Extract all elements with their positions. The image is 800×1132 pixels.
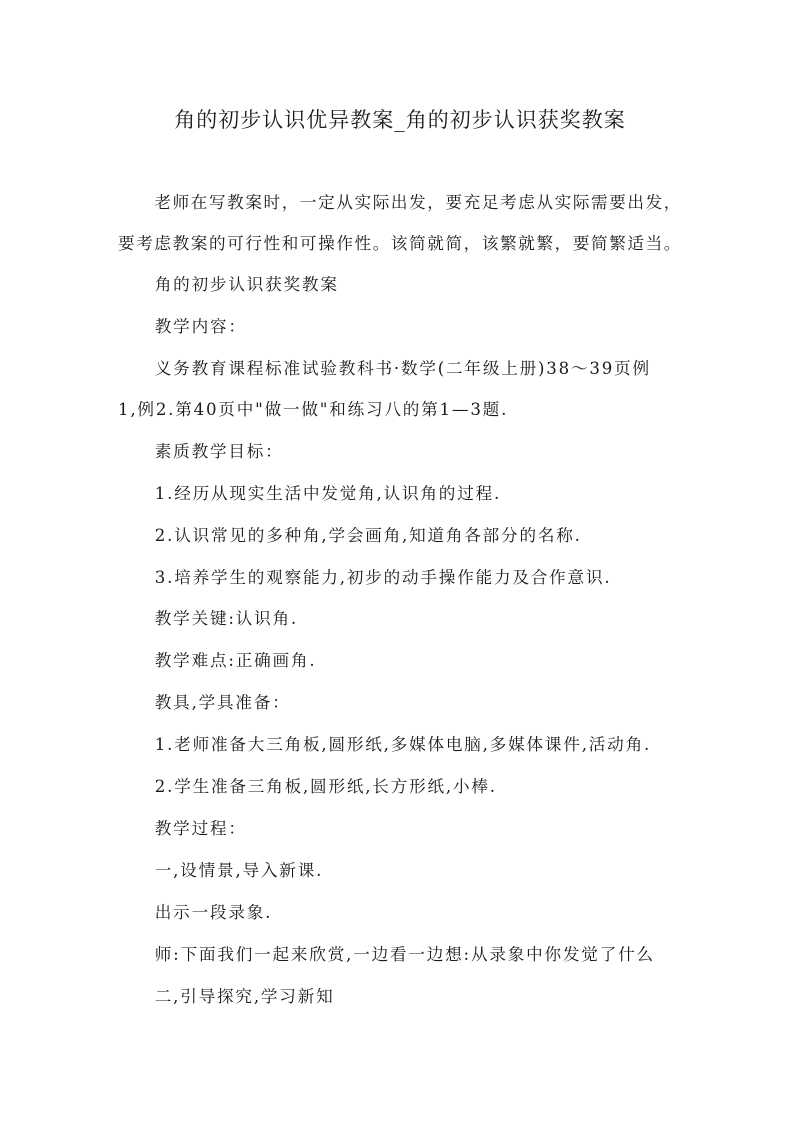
- paragraph-line: 2.认识常见的多种角,学会画角,知道角各部分的名称.: [118, 526, 582, 545]
- paragraph-line: 要考虑教案的可行性和可操作性。该简就简，该繁就繁，要简繁适当。: [118, 234, 683, 253]
- paragraph-line: 教学内容：: [118, 317, 247, 336]
- paragraph-line: 老师在写教案时，一定从实际出发，要充足考虑从实际需要出发，: [118, 193, 683, 212]
- paragraph-line: 2.学生准备三角板,圆形纸,长方形纸,小棒.: [118, 777, 497, 796]
- paragraph-line: 义务教育课程标准试验教科书·数学(二年级上册)38～39页例: [118, 359, 651, 378]
- paragraph-line: 角的初步认识获奖教案: [118, 275, 339, 294]
- paragraph-line: 素质教学目标：: [118, 442, 284, 461]
- paragraph-line: 3.培养学生的观察能力,初步的动手操作能力及合作意识.: [118, 568, 612, 587]
- paragraph-line: 一,设情景,导入新课.: [118, 861, 324, 880]
- paragraph-line: 1.经历从现实生活中发觉角,认识角的过程.: [118, 484, 502, 503]
- paragraph-line: 师:下面我们一起来欣赏,一边看一边想:从录象中你发觉了什么: [118, 945, 655, 964]
- paragraph-line: 二,引导探究,学习新知: [118, 987, 335, 1006]
- paragraph-line: 教学过程：: [118, 819, 247, 838]
- document-title: 角的初步认识优异教案_角的初步认识获奖教案: [174, 108, 626, 132]
- paragraph-line: 1,例2.第40页中"做一做"和练习八的第1—3题.: [118, 400, 509, 419]
- paragraph-line: 教学关键:认识角.: [118, 609, 299, 628]
- paragraph-line: 出示一段录象.: [118, 903, 273, 922]
- paragraph-line: 教具,学具准备：: [118, 693, 291, 712]
- paragraph-line: 1.老师准备大三角板,圆形纸,多媒体电脑,多媒体课件,活动角.: [118, 735, 652, 754]
- paragraph-line: 教学难点:正确画角.: [118, 651, 317, 670]
